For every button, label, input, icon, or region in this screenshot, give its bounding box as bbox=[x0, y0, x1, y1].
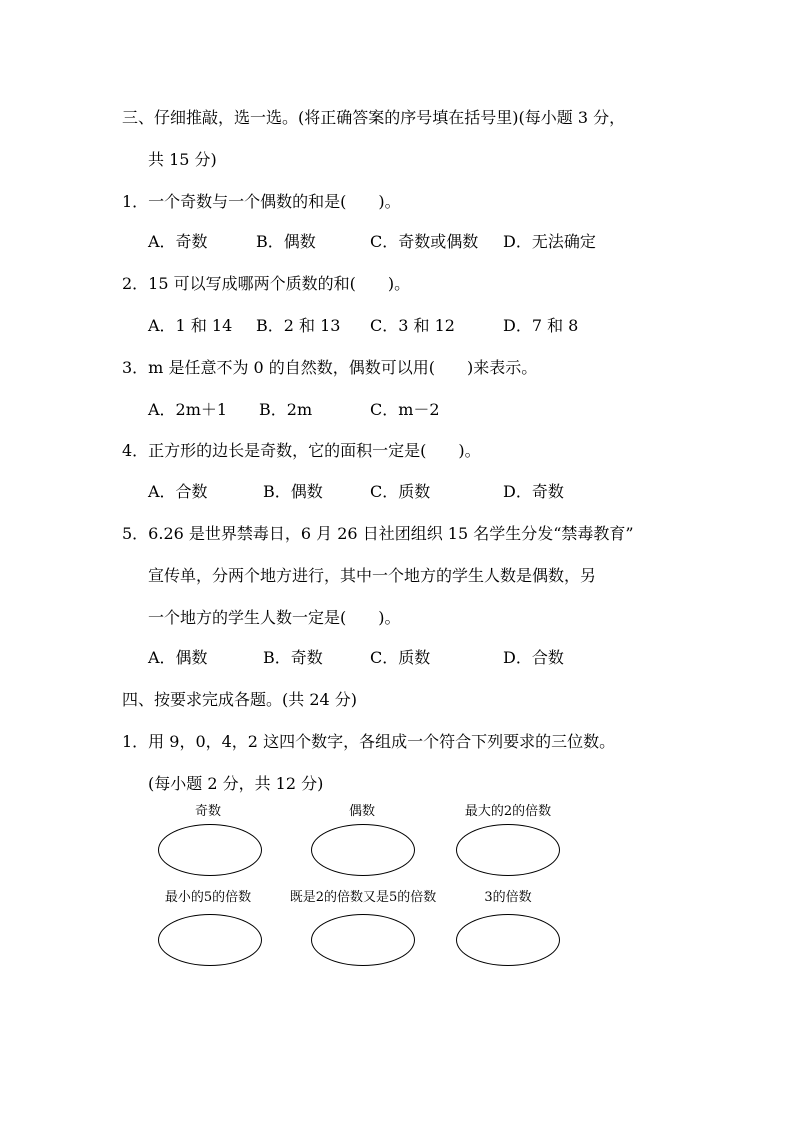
answer-oval-odd[interactable] bbox=[158, 824, 262, 876]
q5-option-c: C．质数 bbox=[370, 648, 431, 667]
answer-label-smallest-multiple-of-5: 最小的5的倍数 bbox=[164, 890, 252, 905]
section3-title-line2: 共 15 分) bbox=[148, 150, 217, 169]
q3-stem: 3．m 是任意不为 0 的自然数，偶数可以用( )来表示。 bbox=[122, 358, 538, 377]
answer-oval-smallest-multiple-of-5[interactable] bbox=[158, 914, 262, 966]
q1-option-c: C．奇数或偶数 bbox=[370, 232, 479, 251]
q2-option-d: D．7 和 8 bbox=[503, 316, 579, 335]
section4-q1-line2: (每小题 2 分，共 12 分) bbox=[148, 774, 324, 793]
section4-q1-line1: 1．用 9，0，4，2 这四个数字，各组成一个符合下列要求的三位数。 bbox=[122, 732, 616, 751]
answer-label-multiple-of-3: 3的倍数 bbox=[484, 890, 532, 905]
q5-stem-line1: 5．6.26 是世界禁毒日，6 月 26 日社团组织 15 名学生分发“禁毒教育” bbox=[122, 524, 634, 543]
section3-title-line1: 三、仔细推敲，选一选。(将正确答案的序号填在括号里)(每小题 3 分， bbox=[122, 108, 626, 127]
q1-stem: 1．一个奇数与一个偶数的和是( )。 bbox=[122, 192, 401, 211]
q3-option-b: B．2m bbox=[259, 400, 313, 419]
q4-option-b: B．偶数 bbox=[263, 482, 323, 501]
answer-label-multiple-of-2-and-5: 既是2的倍数又是5的倍数 bbox=[289, 890, 437, 905]
q5-option-a: A．偶数 bbox=[148, 648, 208, 667]
q3-option-c: C．m－2 bbox=[370, 400, 440, 419]
q5-option-b: B．奇数 bbox=[263, 648, 323, 667]
answer-label-odd: 奇数 bbox=[194, 804, 221, 819]
q2-option-c: C．3 和 12 bbox=[370, 316, 455, 335]
q4-option-c: C．质数 bbox=[370, 482, 431, 501]
answer-oval-even[interactable] bbox=[311, 824, 415, 876]
answer-label-even: 偶数 bbox=[348, 804, 375, 819]
q4-stem: 4．正方形的边长是奇数，它的面积一定是( )。 bbox=[122, 441, 481, 460]
answer-oval-multiple-of-3[interactable] bbox=[456, 914, 560, 966]
q5-stem-line2: 宣传单，分两个地方进行，其中一个地方的学生人数是偶数，另 bbox=[148, 566, 597, 585]
section4-title: 四、按要求完成各题。(共 24 分) bbox=[122, 690, 358, 709]
q2-stem: 2．15 可以写成哪两个质数的和( )。 bbox=[122, 274, 411, 293]
q1-option-a: A．奇数 bbox=[148, 232, 208, 251]
answer-label-largest-multiple-of-2: 最大的2的倍数 bbox=[464, 804, 552, 819]
answer-oval-multiple-of-2-and-5[interactable] bbox=[311, 914, 415, 966]
q2-option-a: A．1 和 14 bbox=[148, 316, 233, 335]
answer-oval-largest-multiple-of-2[interactable] bbox=[456, 824, 560, 876]
q3-option-a: A．2m＋1 bbox=[148, 400, 228, 419]
q4-option-d: D．奇数 bbox=[503, 482, 564, 501]
q1-option-b: B．偶数 bbox=[256, 232, 316, 251]
q1-option-d: D．无法确定 bbox=[503, 232, 596, 251]
q5-stem-line3: 一个地方的学生人数一定是( )。 bbox=[148, 608, 401, 627]
q2-option-b: B．2 和 13 bbox=[256, 316, 341, 335]
q4-option-a: A．合数 bbox=[148, 482, 208, 501]
q5-option-d: D．合数 bbox=[503, 648, 564, 667]
